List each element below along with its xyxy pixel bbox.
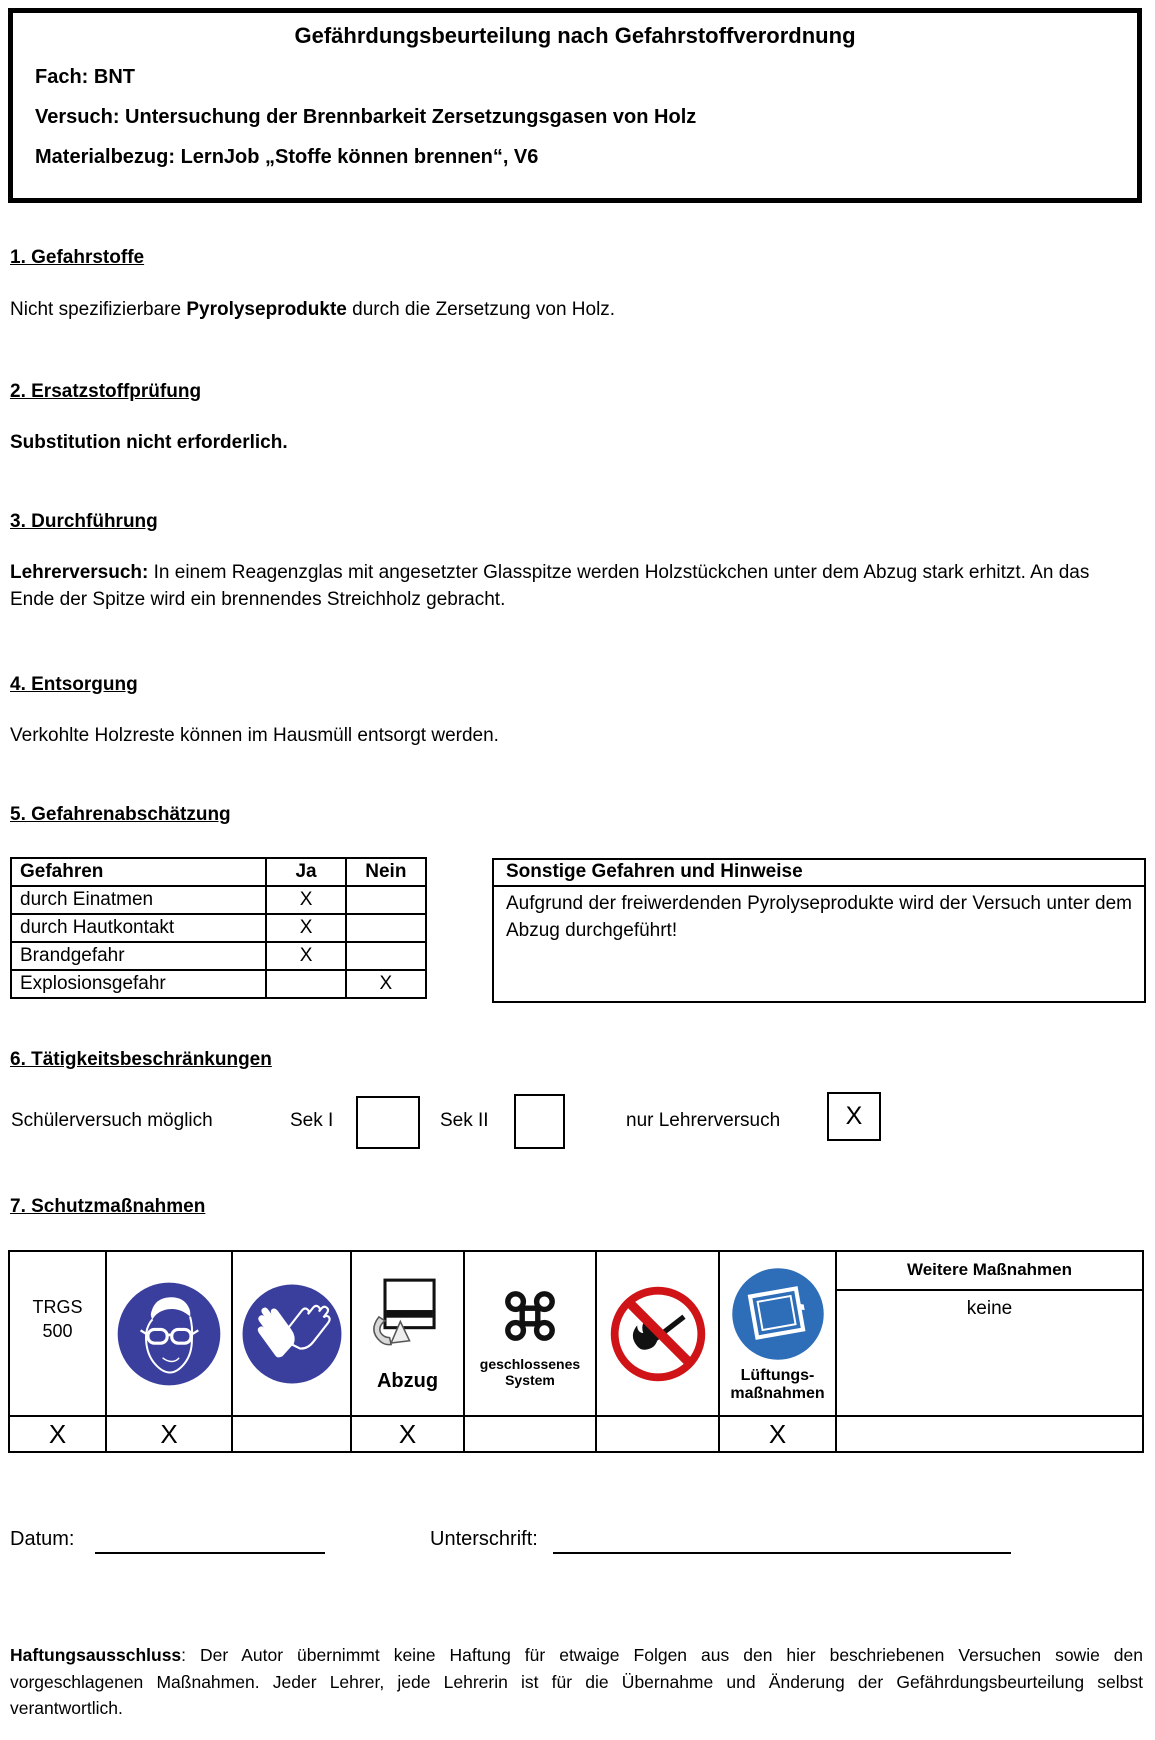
hazard-label: durch Einatmen (11, 886, 266, 914)
sek1-checkbox[interactable] (356, 1096, 420, 1149)
hazards-col-gefahren: Gefahren (11, 858, 266, 886)
teacher-only-mark: X (845, 1102, 863, 1130)
gloves-cell (232, 1251, 351, 1416)
section-4-heading: 4. Entsorgung (10, 674, 138, 695)
section-2-text: Substitution nicht erforderlich. (10, 432, 288, 453)
hazard-ja-mark (266, 970, 345, 998)
date-label: Datum: (10, 1528, 75, 1550)
table-row (11, 970, 426, 998)
mark-cell-goggles: X (106, 1416, 232, 1452)
trgs-label-line1: TRGS (32, 1296, 83, 1317)
section-3-heading: 3. Durchführung (10, 511, 158, 532)
table-row (11, 942, 426, 970)
ventilation-window-icon (729, 1265, 827, 1363)
section-6-heading: 6. Tätigkeitsbeschränkungen (10, 1049, 272, 1070)
section-5-heading: 5. Gefahrenabschätzung (10, 804, 231, 825)
hazard-nein-mark (346, 942, 426, 970)
closed-system-label-line2: System (505, 1371, 555, 1388)
section-1-text-prefix: Nicht spezifizierbare (10, 299, 187, 320)
other-hazards-box (492, 858, 1146, 1003)
ventilation-cell (719, 1251, 836, 1416)
signature-line[interactable] (553, 1530, 1011, 1554)
mark-cell-fume-hood: X (351, 1416, 464, 1452)
disclaimer (10, 1642, 1143, 1722)
further-measures-title: Weitere Maßnahmen (837, 1252, 1142, 1291)
closed-system-cell (464, 1251, 596, 1416)
disclaimer-bold: Haftungsausschluss (10, 1645, 182, 1665)
subject-line: Fach: BNT (35, 66, 135, 88)
hazards-header-row (11, 858, 426, 886)
hazards-col-ja: Ja (266, 858, 345, 886)
section-4-text: Verkohlte Holzreste können im Hausmüll entsorgt werden. (10, 725, 499, 746)
section-3-text (10, 559, 1100, 613)
no-open-flame-icon (606, 1282, 710, 1386)
signature-label: Unterschrift: (430, 1528, 538, 1550)
ventilation-label-line1: Lüftungs- (740, 1366, 815, 1384)
hazard-ja-mark: X (266, 914, 345, 942)
mark-cell-no-flame (596, 1416, 719, 1452)
section-2-heading: 2. Ersatzstoffprüfung (10, 381, 202, 402)
fume-hood-cell (351, 1251, 464, 1416)
teacher-only-checkbox[interactable] (827, 1092, 881, 1141)
hazard-ja-mark: X (266, 886, 345, 914)
protection-marks-row (9, 1416, 1143, 1452)
hazard-label: Explosionsgefahr (11, 970, 266, 998)
section-7-heading: 7. Schutzmaßnahmen (10, 1196, 206, 1217)
section-1-text (10, 296, 615, 323)
mark-cell-ventilation: X (719, 1416, 836, 1452)
sek2-label: Sek II (440, 1110, 489, 1131)
closed-system-label-line1: geschlossenes (479, 1355, 581, 1372)
section-1-heading: 1. Gefahrstoffe (10, 247, 145, 268)
section-1-text-bold: Pyrolyseprodukte (186, 299, 347, 320)
date-signature-line[interactable] (95, 1530, 325, 1554)
section-3-label: Lehrerversuch: (10, 562, 149, 583)
teacher-only-label: nur Lehrerversuch (626, 1110, 781, 1131)
ventilation-label-line2: maßnahmen (730, 1384, 825, 1402)
header-box (8, 8, 1142, 203)
experiment-line: Versuch: Untersuchung der Brennbarkeit Zersetzungsgasen von Holz (35, 106, 697, 128)
mark-cell-closed-system (464, 1416, 596, 1452)
hazards-col-nein: Nein (346, 858, 426, 886)
pictogram-row (9, 1251, 1143, 1416)
mark-cell-gloves (232, 1416, 351, 1452)
closed-system-icon (494, 1280, 566, 1352)
material-line: Materialbezug: LernJob „Stoffe können brennen“, V6 (35, 146, 539, 168)
further-measures-value: keine (966, 1298, 1013, 1319)
hazard-nein-mark (346, 886, 426, 914)
section-1-text-suffix: durch die Zersetzung von Holz. (346, 299, 616, 320)
safety-goggles-icon (114, 1279, 224, 1389)
trgs-cell (9, 1251, 106, 1416)
trgs-label-line2: 500 (42, 1320, 73, 1341)
mark-cell-further (836, 1416, 1143, 1452)
other-hazards-title: Sonstige Gefahren und Hinweise (494, 860, 1144, 887)
table-row (11, 914, 426, 942)
mark-cell-trgs: X (9, 1416, 106, 1452)
section-3-body: In einem Reagenzglas mit angesetzter Glasspitze werden Holzstückchen unter dem Abzug stark erhitzt. An das Ende der Spitze wird ein brennendes Streichholz gebracht. (10, 562, 1090, 610)
hazard-label: Brandgefahr (11, 942, 266, 970)
student-experiment-label: Schülerversuch möglich (11, 1110, 213, 1131)
hazard-nein-mark (346, 914, 426, 942)
hazards-table (10, 857, 427, 999)
disclaimer-text: : Der Autor übernimmt keine Haftung für etwaige Folgen aus den hier beschriebenen Versuchen sowie den vorgeschlagenen Maßnahmen. Jeder Lehrer, jede Lehrerin ist für die Übernahme und Änderung der Gefährdungsbeurteilung selbst verantwortlich. (10, 1645, 1143, 1718)
goggles-cell (106, 1251, 232, 1416)
hazard-nein-mark: X (346, 970, 426, 998)
sek1-label: Sek I (290, 1110, 334, 1131)
protective-gloves-icon (239, 1281, 345, 1387)
further-measures-cell (836, 1251, 1143, 1416)
page-title: Gefährdungsbeurteilung nach Gefahrstoffverordnung (294, 23, 856, 48)
table-row (11, 886, 426, 914)
other-hazards-text: Aufgrund der freiwerdenden Pyrolyseprodukte wird der Versuch unter dem Abzug durchgeführt! (506, 893, 1132, 941)
hazard-ja-mark: X (266, 942, 345, 970)
hazard-label: durch Hautkontakt (11, 914, 266, 942)
sek2-checkbox[interactable] (514, 1094, 565, 1149)
fume-hood-label: Abzug (376, 1370, 439, 1392)
fume-hood-icon (362, 1274, 454, 1366)
protection-table (8, 1250, 1144, 1453)
no-open-flame-cell (596, 1251, 719, 1416)
